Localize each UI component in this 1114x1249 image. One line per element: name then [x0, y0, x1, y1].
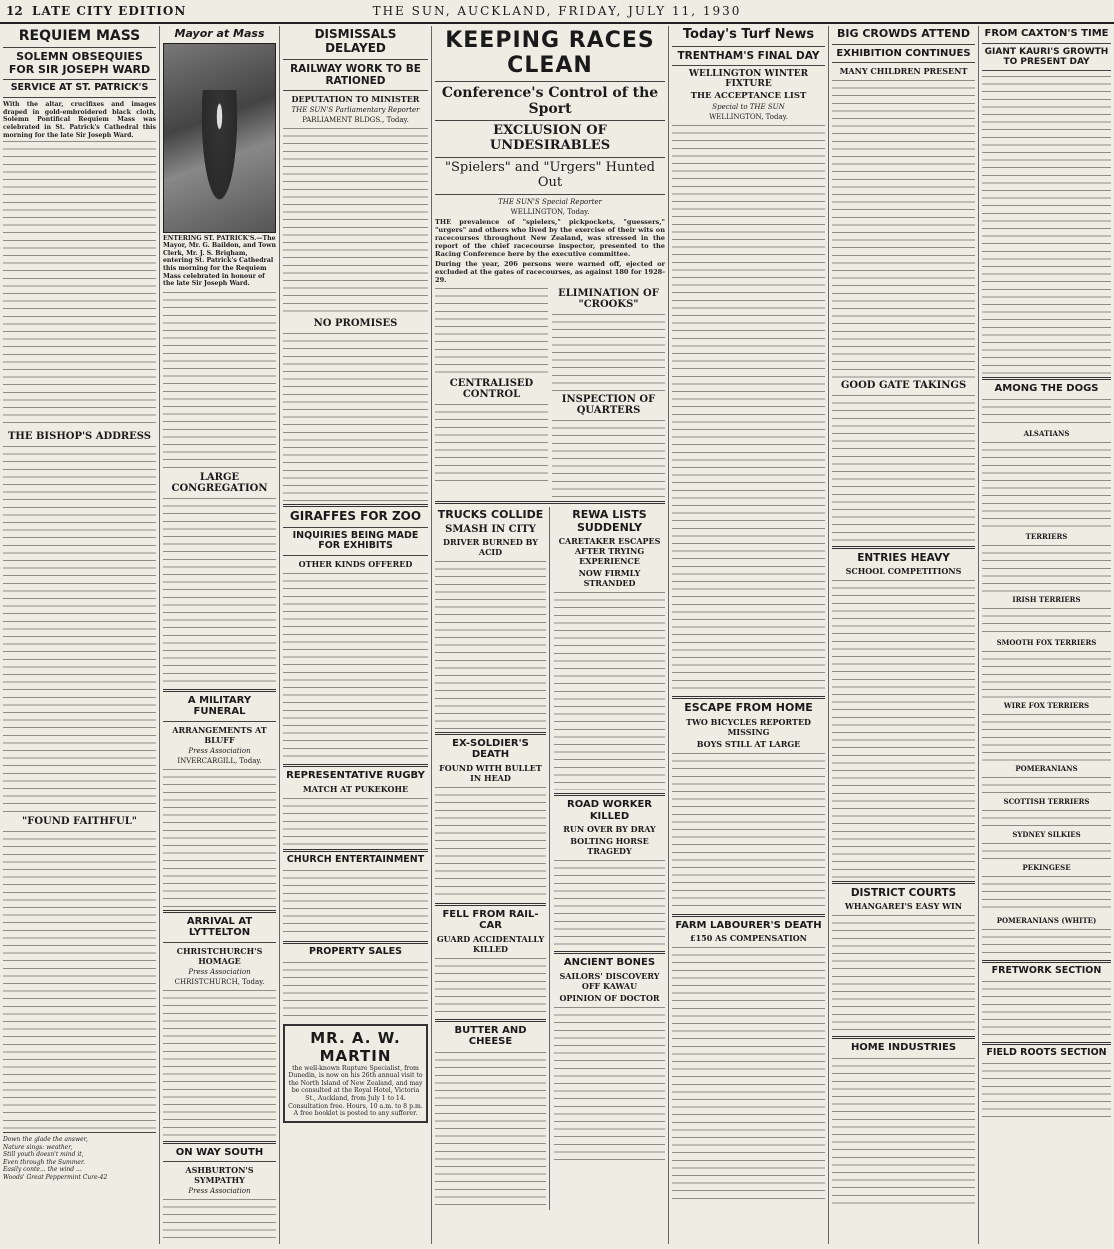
headline-conference-control: Conference's Control of the Sport: [441, 85, 659, 118]
edition-label: LATE CITY EDITION: [32, 4, 187, 18]
article-body-text: [283, 126, 428, 316]
article-body-text: [832, 578, 975, 878]
article-body-text: [435, 286, 548, 376]
article-lead: THE prevalence of "spielers," pickpockets, "guessers," "urgers" and others who lived by the exercise of their wits on racecourses throughout New Zealand, was stressed in the report of the chief racecourse inspector, presented to the Racing Conference here by the executive committee.: [435, 217, 665, 258]
subhead-ashburton-sympathy: ASHBURTON'S SYMPATHY: [185, 1165, 254, 1186]
subhead-sydney-silkies: SYDNEY SILKIES: [1012, 829, 1081, 839]
headline-mayor-at-mass: Mayor at Mass: [174, 27, 265, 40]
article-body-text: [163, 988, 276, 1138]
subhead-deputation: DEPUTATION TO MINISTER: [291, 93, 420, 104]
article-body-text: [552, 418, 665, 498]
headline-inquiries: INQUIRIES BEING MADE FOR EXHIBITS: [292, 529, 419, 552]
byline-press-association: Press Association: [188, 746, 251, 755]
subhead-opinion-doctor: OPINION OF DOCTOR: [559, 992, 660, 1003]
subhead-guard-killed: GUARD ACCIDENTALLY KILLED: [436, 933, 545, 954]
article-body-text: [982, 74, 1111, 374]
advert-martin: [283, 1024, 428, 1123]
article-intro: With the altar, crucifixes and images draped in gold-embroidered black cloth, Solemn Pontifical Requiem Mass was celebrated in St. Patrick's Cathedral this morning for the late Sir Joseph Ward.: [3, 101, 156, 139]
subhead-pukekohe: MATCH AT PUKEKOHE: [302, 783, 409, 794]
headline-solemn-obsequies: SOLEMN OBSEQUIES FOR SIR JOSEPH WARD: [8, 50, 151, 76]
article-body-text: [832, 78, 975, 378]
article-body-text: [435, 956, 546, 1016]
article-body-text: [554, 590, 665, 790]
poem-line: Nature sings: weather,: [3, 1143, 73, 1151]
byline-special-reporter: THE SUN'S Special Reporter: [498, 197, 602, 206]
article-lead-2: During the year, 206 persons were warned off, ejected or excluded at the gates of racecourses, as against 180 for 1928-29.: [435, 259, 665, 284]
poem-line: Still youth doesn't mind it,: [3, 1151, 84, 1159]
article-body-text: [283, 331, 428, 501]
headline-home-industries: HOME INDUSTRIES: [850, 1042, 957, 1054]
advert-poem: [3, 1136, 156, 1181]
dateline-wellington: WELLINGTON, Today.: [709, 113, 788, 121]
column-turf-news: [669, 26, 829, 1244]
subhead-other-kinds: OTHER KINDS OFFERED: [298, 559, 413, 570]
subhead-smooth-fox-terriers: SMOOTH FOX TERRIERS: [996, 637, 1097, 647]
headline-ancient-bones: ANCIENT BONES: [563, 957, 656, 969]
headline-arrival-lyttelton: ARRIVAL AT LYTTELTON: [186, 915, 253, 939]
article-body-text: [554, 858, 665, 948]
article-body-text: [832, 393, 975, 543]
subhead-firmly-stranded: NOW FIRMLY STRANDED: [578, 568, 641, 589]
headline-entries-heavy: ENTRIES HEAVY: [857, 552, 950, 565]
acceptance-list-text: [672, 123, 825, 693]
byline-parliamentary-reporter: THE SUN'S Parliamentary Reporter: [291, 105, 420, 114]
headline-representative-rugby: REPRESENTATIVE RUGBY: [286, 770, 425, 782]
byline-press-association: Press Association: [188, 1187, 251, 1196]
photo-entering-st-patricks: [163, 43, 276, 233]
article-body-text: [982, 1061, 1111, 1121]
subhead-school-competitions: SCHOOL COMPETITIONS: [845, 566, 962, 577]
subhead-wire-fox-terriers: WIRE FOX TERRIERS: [1003, 700, 1090, 710]
article-body-text: [283, 571, 428, 761]
subhead-whangarei-win: WHANGAREI'S EASY WIN: [844, 901, 963, 912]
results-text: [982, 808, 1111, 828]
article-body-text: [554, 1005, 665, 1165]
subhead-good-gate-takings: GOOD GATE TAKINGS: [840, 380, 967, 392]
column-mayor-at-mass: [160, 26, 280, 1244]
article-body-text: [435, 785, 546, 900]
byline-press-association: Press Association: [188, 967, 251, 976]
subhead-inspection-quarters: INSPECTION OF QUARTERS: [561, 393, 656, 416]
article-body-text: [283, 868, 428, 938]
subhead-large-congregation: LARGE CONGREGATION: [171, 471, 268, 494]
column-exhibition: [829, 26, 979, 1244]
poem-line: Easily conte... the wind ...: [3, 1166, 82, 1174]
article-body-text: [552, 312, 665, 392]
headline-exhibition-continues: EXHIBITION CONTINUES: [836, 47, 971, 59]
article-body-text: [982, 397, 1111, 427]
subhead-compensation: £150 AS COMPENSATION: [690, 933, 807, 944]
subhead-bishops-address: THE BISHOP'S ADDRESS: [7, 431, 152, 443]
headline-ex-soldier-death: EX-SOLDIER'S DEATH: [452, 737, 529, 761]
headline-keeping-races-clean: KEEPING RACES CLEAN: [445, 28, 655, 78]
headline-exclusion: EXCLUSION OF UNDESIRABLES: [489, 123, 611, 154]
subhead-terriers: TERRIERS: [1025, 531, 1068, 541]
results-text: [982, 606, 1111, 636]
article-body-text: [283, 960, 428, 1020]
subhead-scottish-terriers: SCOTTISH TERRIERS: [1003, 796, 1090, 806]
dateline-christchurch: CHRISTCHURCH, Today.: [174, 977, 265, 986]
page-number: 12: [6, 4, 23, 18]
subhead-wellington-winter: WELLINGTON WINTER FIXTURE: [688, 69, 809, 89]
poem-line: Down the glade the answer,: [3, 1136, 88, 1144]
headline-on-way-south: ON WAY SOUTH: [175, 1146, 264, 1158]
paper-name: THE SUN, AUCKLAND, FRIDAY, JULY 11, 1930: [372, 4, 742, 18]
headline-escape-from-home: ESCAPE FROM HOME: [684, 701, 813, 714]
headline-railway-work: RAILWAY WORK TO BE RATIONED: [290, 62, 421, 87]
subhead-pekingese: PEKINGESE: [1022, 862, 1071, 872]
subhead-centralised-control: CENTRALISED CONTROL: [449, 377, 534, 400]
subhead-irish-terriers: IRISH TERRIERS: [1012, 594, 1081, 604]
article-body-text: [3, 444, 156, 814]
advert-name: MR. A. W. MARTIN: [310, 1028, 401, 1065]
subhead-pomeranians-white: POMERANIANS (WHITE): [996, 915, 1097, 925]
headline-todays-turf-news: Today's Turf News: [682, 27, 815, 42]
headline-road-worker-killed: ROAD WORKER KILLED: [567, 799, 652, 822]
column-keeping-races-clean: [432, 26, 669, 1244]
headline-among-the-dogs: AMONG THE DOGS: [994, 383, 1099, 395]
advert-text: the well-known Rupture Specialist, from Dunedin, is now on his 26th annual visit to the North Island of New Zealand, and may be consulted at the Royal Hotel, Victoria St., Auckland, from July 1 to 14. Consultation free. Hours, 10 a.m. to 8 p.m. A free booklet is posted to any sufferer.: [288, 1064, 423, 1118]
headline-spielers-urgers: "Spielers" and "Urgers" Hunted Out: [445, 160, 655, 190]
article-body-text: [163, 496, 276, 686]
byline-special-sun: Special to THE SUN: [712, 103, 785, 111]
results-text: [982, 927, 1111, 957]
headline-field-roots-section: FIELD ROOTS SECTION: [986, 1046, 1107, 1058]
headline-dismissals-delayed: DISMISSALS DELAYED: [314, 27, 397, 55]
headline-service-st-patricks: SERVICE AT ST. PATRICK'S: [10, 82, 149, 94]
headline-military-funeral: A MILITARY FUNERAL: [187, 694, 252, 718]
headline-trucks-collide: TRUCKS COLLIDE: [437, 507, 544, 521]
headline-church-entertainment: CHURCH ENTERTAINMENT: [286, 853, 425, 865]
subhead-elimination-crooks: ELIMINATION OF "CROOKS": [558, 287, 659, 310]
dateline-wellington: WELLINGTON, Today.: [510, 207, 590, 216]
article-body-text: [3, 829, 156, 1129]
article-body-text: [982, 979, 1111, 1039]
photo-caption: ENTERING ST. PATRICK'S.—The Mayor, Mr. G. Baildon, and Town Clerk, Mr. J. S. Brigham, entering St. Patrick's Cathedral this morning for the Requiem Mass celebrated in honour of the late Sir Joseph Ward.: [163, 234, 276, 288]
subhead-bolting-horse: BOLTING HORSE TRAGEDY: [570, 836, 649, 857]
headline-farm-labourer: FARM LABOURER'S DEATH: [675, 919, 822, 931]
results-text: [982, 775, 1111, 795]
article-body-text: [435, 559, 546, 729]
headline-district-courts: DISTRICT COURTS: [850, 887, 957, 900]
headline-trenthams-final-day: TRENTHAM'S FINAL DAY: [677, 49, 820, 62]
headline-fell-from-rail-car: FELL FROM RAIL-CAR: [442, 908, 539, 932]
headline-fretwork-section: FRETWORK SECTION: [991, 964, 1102, 976]
subhead-bicycles-missing: TWO BICYCLES REPORTED MISSING: [685, 716, 811, 737]
column-dismissals: [280, 26, 432, 1244]
subhead-many-children: MANY CHILDREN PRESENT: [839, 66, 968, 77]
dateline-parliament: PARLIAMENT BLDGS., Today.: [302, 115, 409, 124]
results-text: [982, 649, 1111, 699]
headline-giraffes-for-zoo: GIRAFFES FOR ZOO: [289, 508, 422, 523]
headline-property-sales: PROPERTY SALES: [309, 945, 402, 957]
headline-requiem-mass: REQUIEM MASS: [18, 28, 141, 44]
masthead: [0, 0, 1114, 24]
headline-rewa-lists: REWA LISTS SUDDENLY: [572, 507, 647, 534]
article-body-text: [832, 913, 975, 1033]
subhead-no-promises: NO PROMISES: [313, 317, 398, 329]
results-text: [982, 874, 1111, 914]
article-body-text: [163, 767, 276, 907]
subhead-smash-in-city: SMASH IN CITY: [445, 523, 536, 535]
subhead-christchurch-homage: CHRISTCHURCH'S HOMAGE: [176, 945, 263, 966]
article-body-text: [672, 945, 825, 1205]
article-body-text: [283, 796, 428, 846]
subhead-run-over-dray: RUN OVER BY DRAY: [563, 824, 656, 835]
subhead-sailors-discovery: SAILORS' DISCOVERY OFF KAWAU: [559, 970, 660, 991]
results-text: [982, 712, 1111, 762]
headline-butter-cheese: BUTTER AND CHEESE: [454, 1024, 527, 1048]
article-body-text: [672, 751, 825, 911]
article-body-text: [435, 402, 548, 482]
poem-line: Even through the Summer.: [3, 1158, 86, 1166]
headline-big-crowds: BIG CROWDS ATTEND: [836, 27, 970, 40]
headline-giant-kauri: GIANT KAURI'S GROWTH TO PRESENT DAY: [984, 46, 1109, 67]
headline-from-caxtons-time: FROM CAXTON'S TIME: [984, 28, 1109, 39]
poem-line: Woods' Great Peppermint Cure-42: [3, 1173, 108, 1181]
subhead-boys-at-large: BOYS STILL AT LARGE: [696, 738, 801, 749]
article-body-text: [3, 139, 156, 429]
article-body-text: [435, 1050, 546, 1210]
subhead-arrangements-bluff: ARRANGEMENTS AT BLUFF: [172, 724, 267, 745]
column-caxton: [979, 26, 1114, 1244]
subhead-caretaker-escapes: CARETAKER ESCAPES AFTER TRYING EXPERIENCE: [558, 536, 661, 567]
column-requiem-mass: [0, 26, 160, 1244]
subhead-bullet-in-head: FOUND WITH BULLET IN HEAD: [439, 762, 542, 783]
results-text: [982, 440, 1111, 530]
results-text: [982, 543, 1111, 593]
dateline-invercargill: INVERCARGILL, Today.: [177, 756, 262, 765]
results-text: [982, 841, 1111, 861]
subhead-alsatians: ALSATIANS: [1023, 428, 1070, 438]
article-body-text: [163, 1197, 276, 1244]
subhead-found-faithful: "FOUND FAITHFUL": [22, 816, 137, 828]
subhead-pomeranians: POMERANIANS: [1015, 763, 1078, 773]
subhead-driver-burned: DRIVER BURNED BY ACID: [443, 536, 538, 557]
article-body-text: [163, 290, 276, 470]
article-body-text: [832, 1056, 975, 1206]
subhead-acceptance-list: THE ACCEPTANCE LIST: [690, 91, 807, 101]
